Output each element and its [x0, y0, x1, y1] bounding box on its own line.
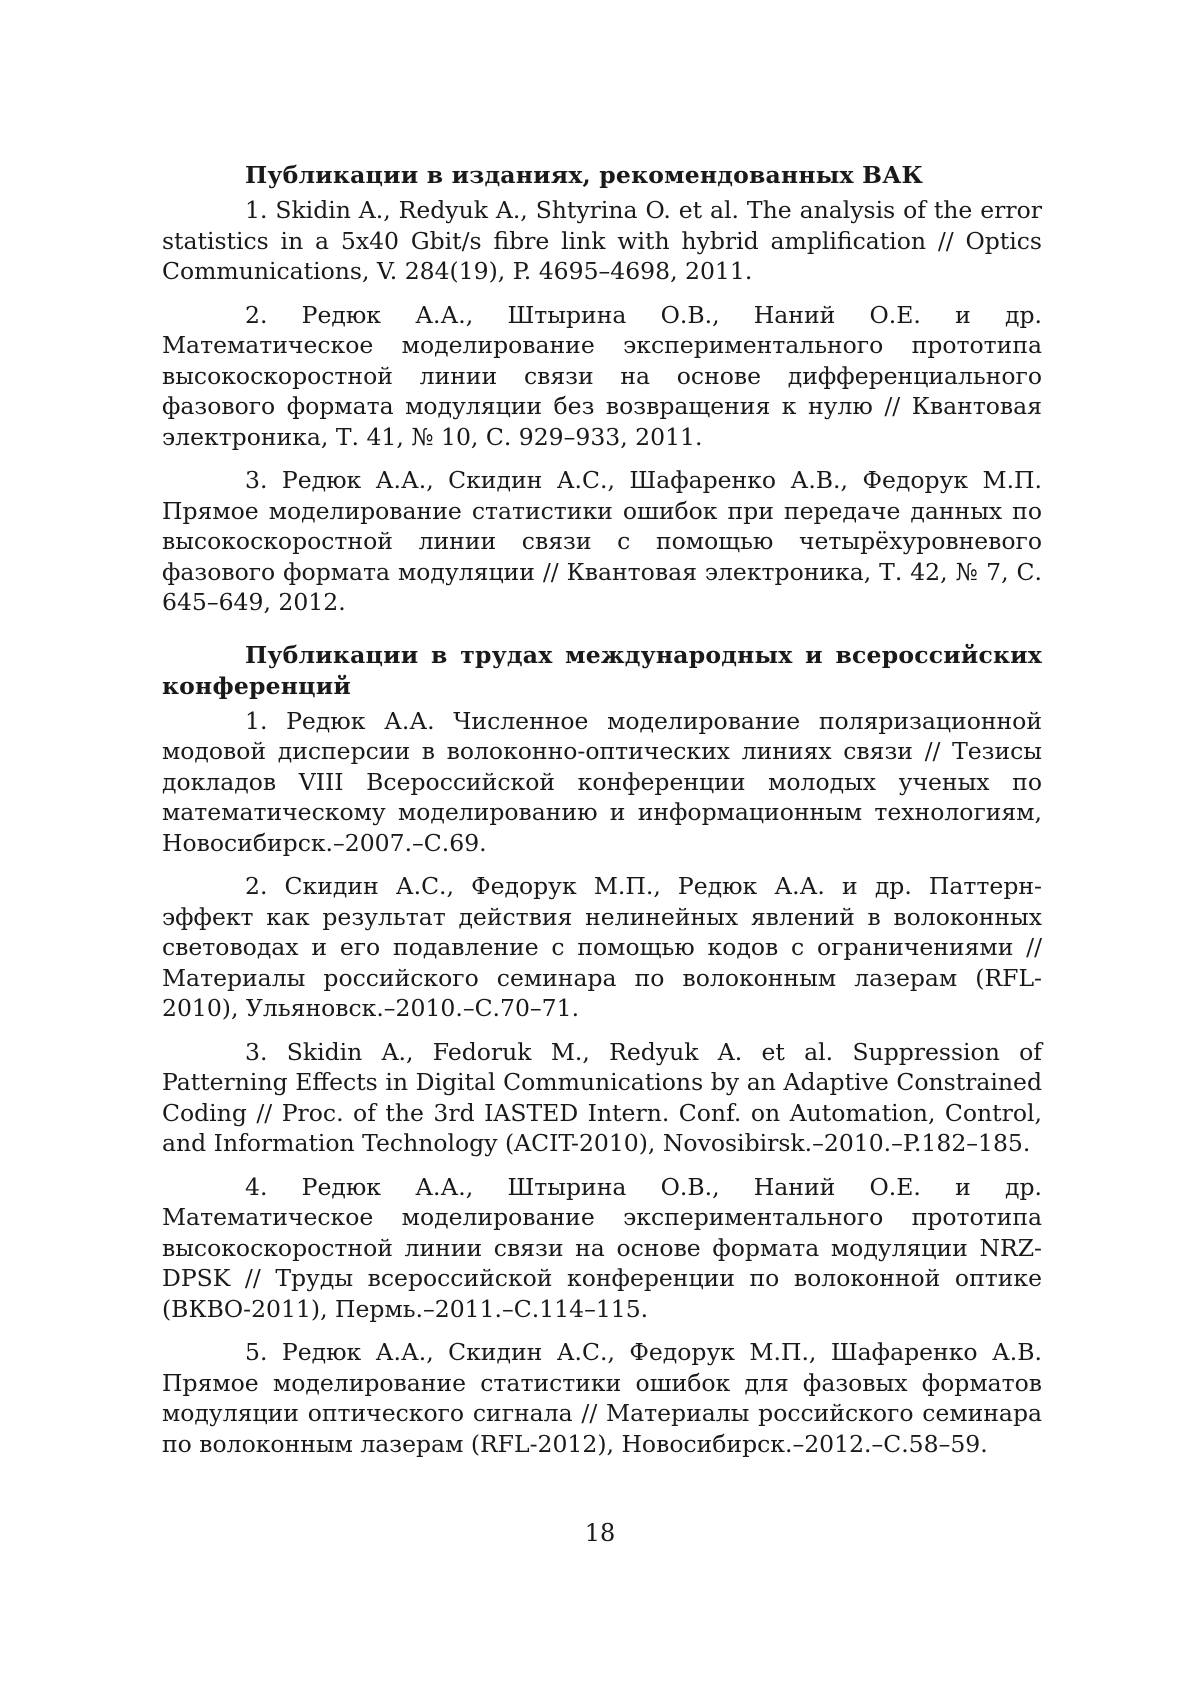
publication-entry: 3. Skidin A., Fedoruk M., Redyuk A. et al. Suppression of Patterning Effects in Digital Communications by an Adaptive Constrained Coding // Proc. of the 3rd IASTED Intern. Conf. on Automation, Control, and Information Technology (ACIT-2010), Novosibirsk.–2010.–P.182–185.: [162, 1037, 1042, 1157]
section-heading-vak: Публикации в изданиях, рекомендованных ВАК: [245, 161, 924, 189]
publication-entry: 4. Редюк А.А., Штырина О.В., Наний О.Е. и др. Математическое моделирование экспериментального прототипа высокоскоростной линии связи на основе формата модуляции NRZ-DPSK // Труды всероссийской конференции по волоконной оптике (ВКВО-2011), Пермь.–2011.–С.114–115.: [162, 1172, 1042, 1323]
page-number: 18: [584, 1519, 616, 1547]
publication-entry: 2. Редюк А.А., Штырина О.В., Наний О.Е. и др. Математическое моделирование экспериментального прототипа высокоскоростной линии связи на основе дифференциального фазового формата модуляции без возвращения к нулю // Квантовая электроника, Т. 41, № 10, С. 929–933, 2011.: [162, 300, 1042, 451]
publication-entry: 5. Редюк А.А., Скидин А.С., Федорук М.П., Шафаренко А.В. Прямое моделирование статистики ошибок для фазовых форматов модуляции оптического сигнала // Материалы российского семинара по волоконным лазерам (RFL-2012), Новосибирск.–2012.–С.58–59.: [162, 1338, 1042, 1458]
section-heading-conferences: Публикации в трудах международных и всероссийских конференций: [162, 640, 1042, 700]
document-page: [162, 160, 1042, 1472]
publication-entry: 3. Редюк А.А., Скидин А.С., Шафаренко А.В., Федорук М.П. Прямое моделирование статистики ошибок при передаче данных по высокоскоростной линии связи с помощью четырёхуровневого фазового формата модуляции // Квантовая электроника, Т. 42, № 7, С. 645–649, 2012.: [162, 466, 1042, 616]
publication-entry: 2. Скидин А.С., Федорук М.П., Редюк А.А. и др. Паттерн-эффект как результат действия нелинейных явлений в волоконных световодах и его подавление с помощью кодов с ограничениями // Материалы российского семинара по волоконным лазерам (RFL-2010), Ульяновск.–2010.–С.70–71.: [162, 872, 1042, 1022]
publication-entry: 1. Skidin A., Redyuk A., Shtyrina O. et al. The analysis of the error statistics in a 5x40 Gbit/s fibre link with hybrid amplification // Optics Communications, V. 284(19), P. 4695–4698, 2011.: [162, 196, 1042, 285]
publication-entry: 1. Редюк А.А. Численное моделирование поляризационной модовой дисперсии в волоконно-оптических линиях связи // Тезисы докладов VIII Всероссийской конференции молодых ученых по математическому моделированию и информационным технологиям, Новосибирск.–2007.–С.69.: [162, 706, 1042, 857]
